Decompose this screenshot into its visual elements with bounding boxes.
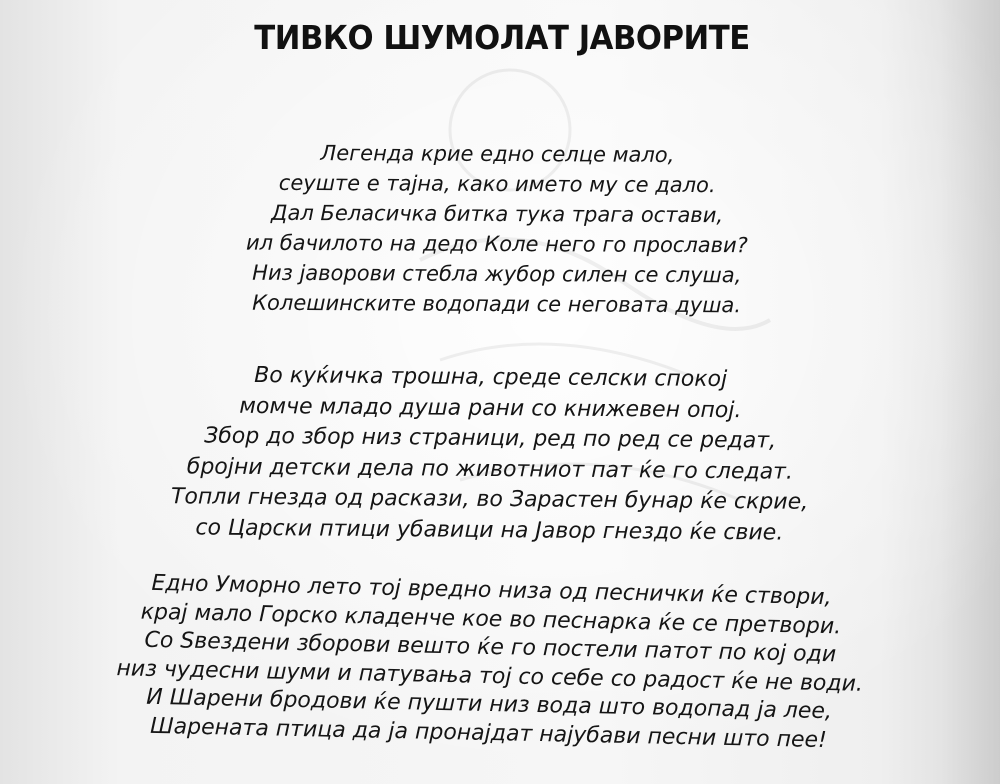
poem-line: И Шарени бродови ќе пушти низ вода што водопад ја лее,	[146, 685, 833, 725]
poem-line: крај мало Горско кладенче кое во песнарка ќе се претвори.	[140, 599, 842, 639]
stanza-2	[0, 359, 991, 551]
poem-line: ил бачилото на дедо Коле него го прослави?	[245, 230, 748, 258]
poem-line: бројни детски дела по животниот пат ќе го следат.	[186, 453, 794, 485]
poem-line: сеуште е тајна, како името му се дало.	[278, 170, 716, 198]
poem-title: ТИВКО ШУМОЛАТ ЈАВОРИТЕ	[254, 18, 750, 57]
poem-line: Во куќичка трошна, среде селски спокој	[254, 362, 728, 393]
poem-line: Колешинските водопади се неговата душа.	[252, 290, 742, 318]
poem-line: Дал Беласичка битка тука трага остави,	[271, 200, 724, 228]
poem-line: Легенда крие едно селце мало,	[320, 141, 675, 167]
poem-line: Едно Уморно лето тој вредно низа од песнички ќе створи,	[151, 570, 832, 611]
poem-line: Шарената птица да ја пронајдат најубави песни што пее!	[149, 713, 828, 754]
poem-line: Низ јаворови стебла жубор силен се слуша,	[252, 260, 742, 288]
stanza-3	[0, 567, 992, 759]
poem-line: момче младо душа рани со книжевен опој.	[239, 393, 742, 423]
poem-line: Топли гнезда од раскази, во Зарастен бунар ќе скрие,	[170, 484, 809, 515]
poem-line: Со Ѕвездени зборови вешто ќе го постели патот по кој оди	[144, 627, 837, 668]
poem-line: со Царски птици убавици на Јавор гнездо ќе свие.	[195, 514, 784, 546]
stanza-1	[0, 136, 997, 321]
poem-line: низ чудесни шуми и патувања тој со себе со радост ќе не води.	[116, 655, 864, 697]
poem-line: Збор до збор низ страници, ред по ред се редат,	[204, 423, 777, 454]
